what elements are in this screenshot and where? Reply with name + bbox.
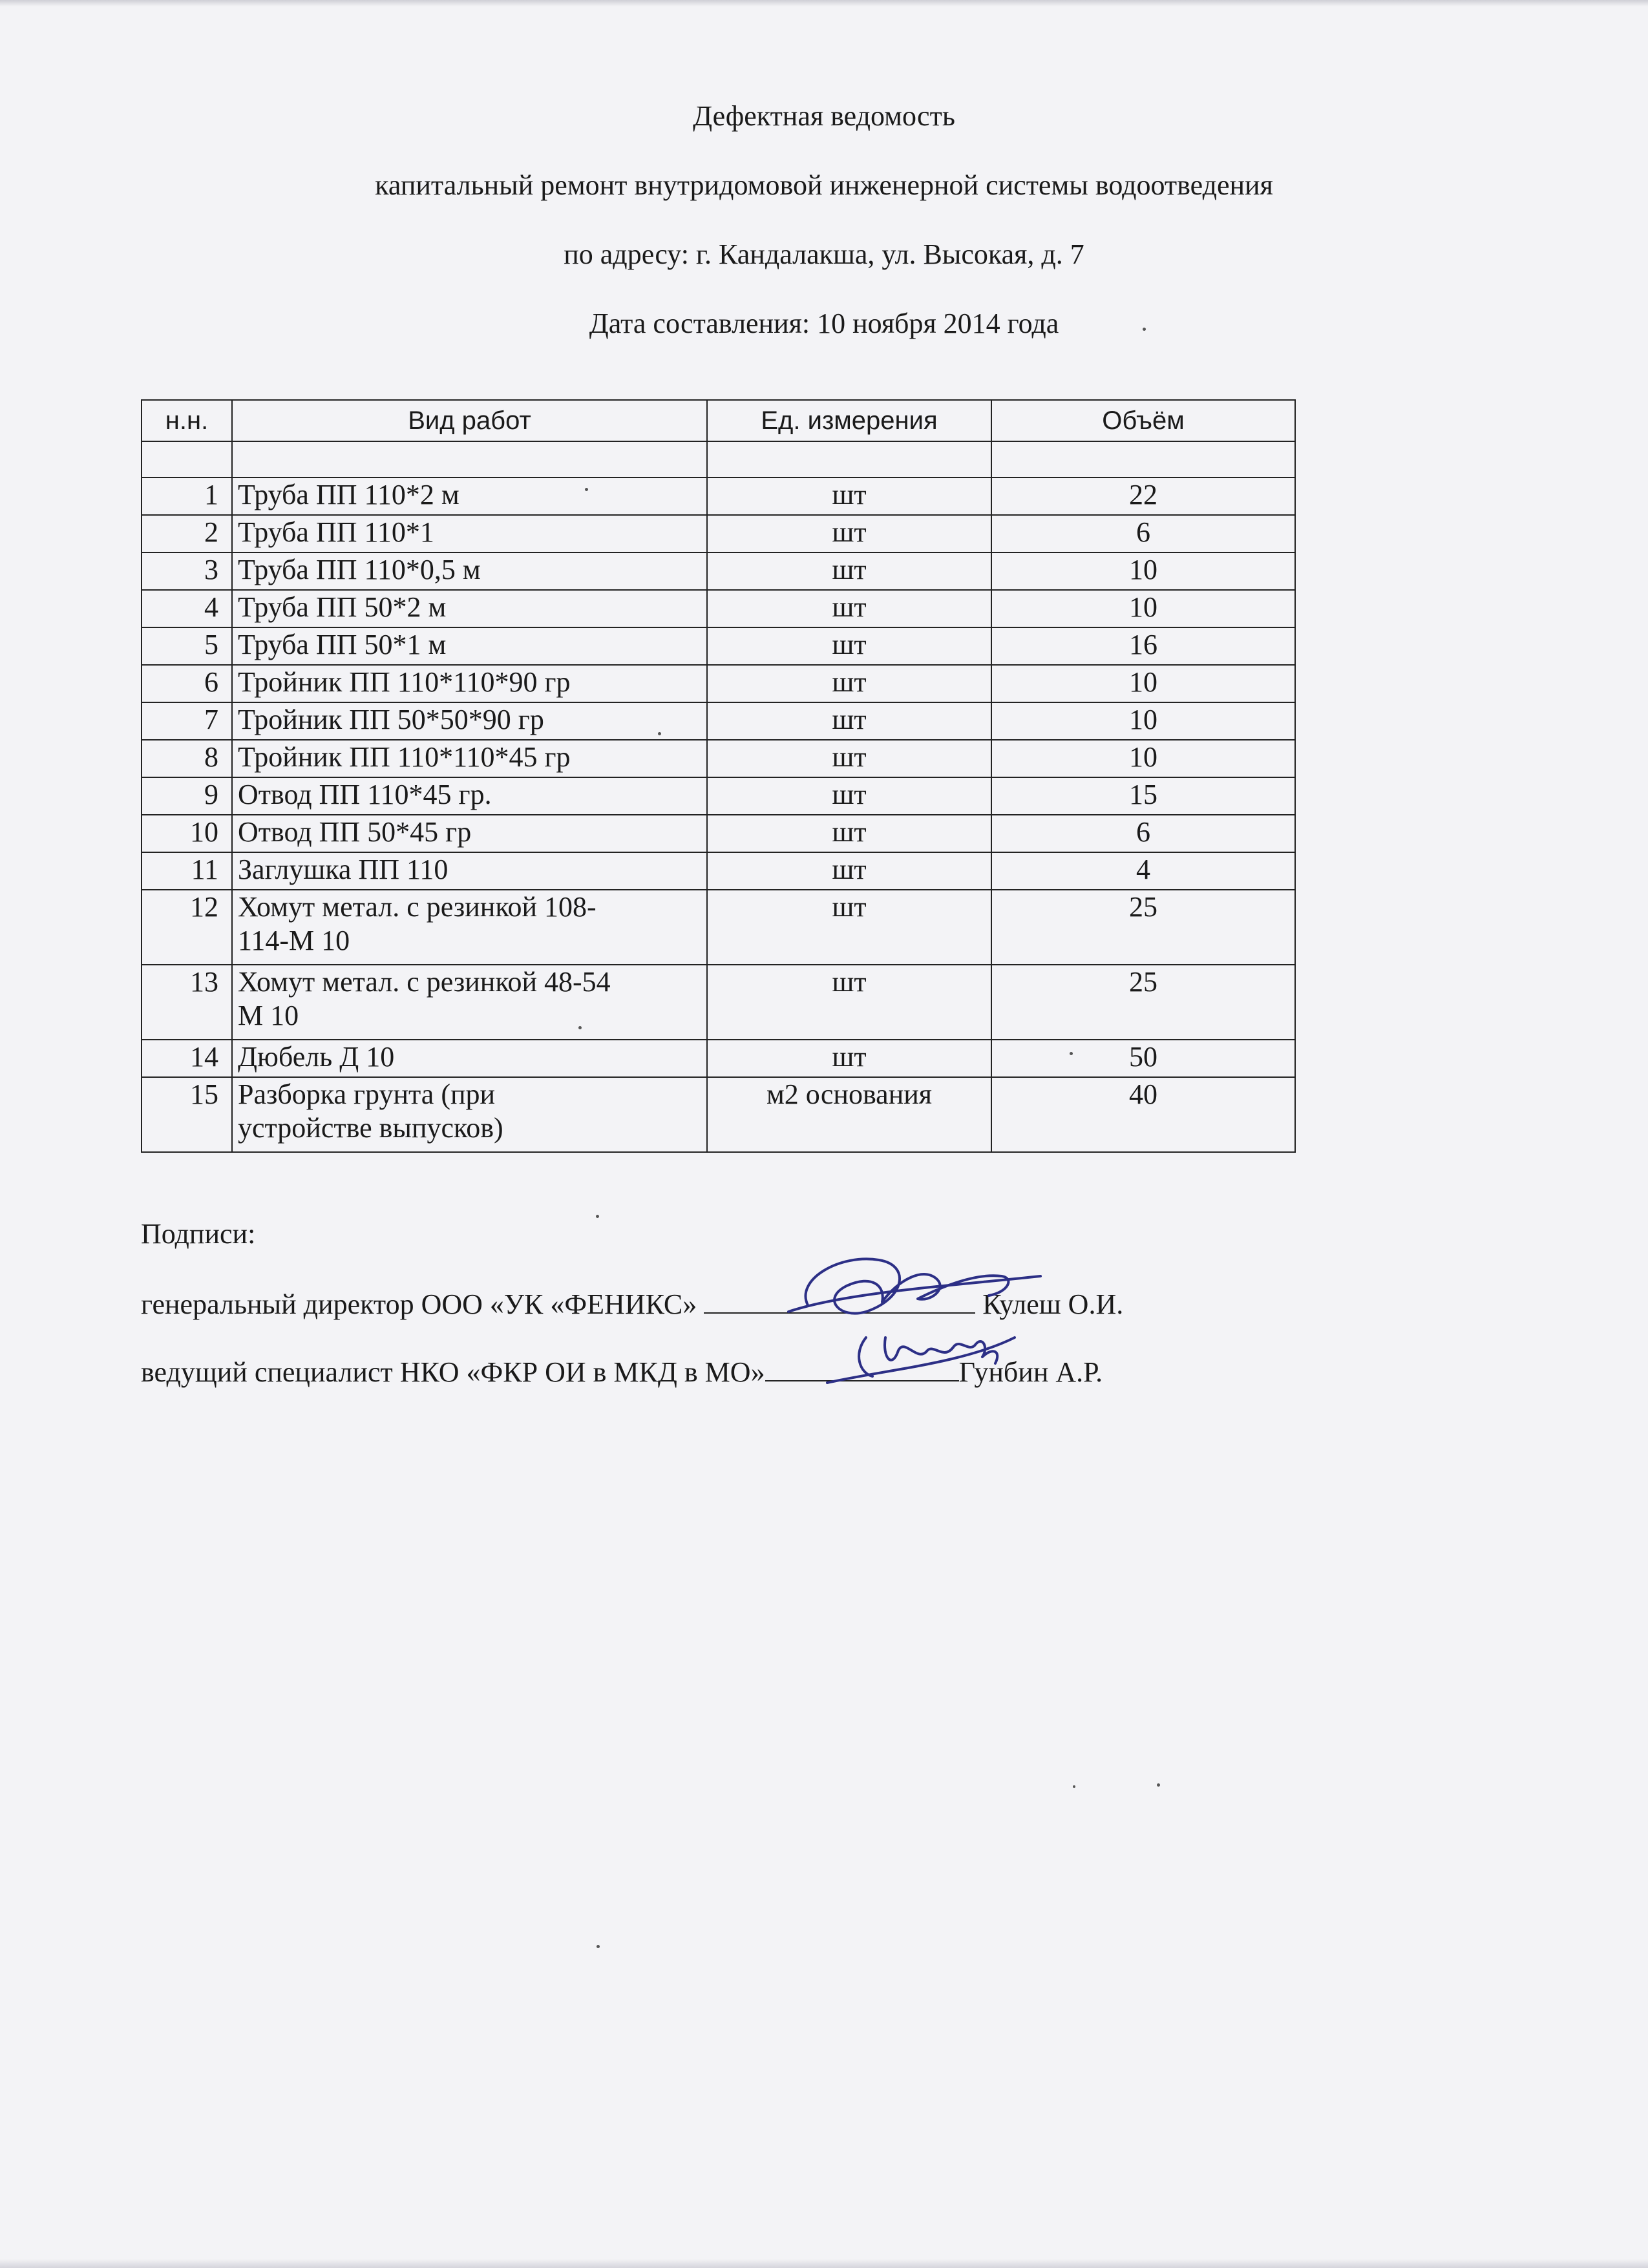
row-work-line: 114-М 10 xyxy=(238,925,350,956)
blank-cell xyxy=(142,441,232,478)
row-qty: 22 xyxy=(991,478,1295,515)
header-num: н.н. xyxy=(142,400,232,441)
row-num: 3 xyxy=(142,552,232,590)
row-work: Труба ПП 110*2 м xyxy=(232,478,707,515)
table-row xyxy=(142,552,1295,590)
table-row xyxy=(142,1040,1295,1077)
row-unit: шт xyxy=(707,590,991,627)
row-work: Отвод ПП 50*45 гр xyxy=(232,815,707,852)
row-work-line: Разборка грунта (при xyxy=(238,1078,496,1110)
row-num: 11 xyxy=(142,852,232,890)
row-unit: шт xyxy=(707,665,991,702)
scan-speck xyxy=(1143,328,1146,331)
row-qty: 10 xyxy=(991,740,1295,777)
row-num: 2 xyxy=(142,515,232,552)
row-num: 10 xyxy=(142,815,232,852)
scan-speck xyxy=(578,1026,582,1029)
signatures-heading: Подписи: xyxy=(141,1218,256,1250)
row-qty: 6 xyxy=(991,815,1295,852)
director-name: Кулеш О.И. xyxy=(982,1288,1124,1320)
table-row xyxy=(142,777,1295,815)
row-work: Заглушка ПП 110 xyxy=(232,852,707,890)
scan-speck xyxy=(658,732,661,735)
table-row xyxy=(142,740,1295,777)
director-signature-stroke xyxy=(806,1259,1009,1313)
scan-speck xyxy=(585,488,588,491)
row-work xyxy=(232,890,707,965)
row-unit: шт xyxy=(707,890,991,965)
director-role: генеральный директор ООО «УК «ФЕНИКС» xyxy=(141,1288,697,1320)
row-work: Тройник ПП 110*110*45 гр xyxy=(232,740,707,777)
row-qty: 50 xyxy=(991,1040,1295,1077)
row-unit: шт xyxy=(707,1040,991,1077)
row-num: 5 xyxy=(142,627,232,665)
header-work: Вид работ xyxy=(232,400,707,441)
header-qty: Объём xyxy=(991,400,1295,441)
table-blank-row xyxy=(142,441,1295,478)
row-work-line: Хомут метал. с резинкой 48-54 xyxy=(238,966,611,998)
document-header xyxy=(0,97,1648,373)
document-address: по адресу: г. Кандалакша, ул. Высокая, д. 7 xyxy=(564,238,1084,270)
table-row xyxy=(142,890,1295,965)
row-qty: 25 xyxy=(991,965,1295,1040)
document-date: Дата составления: 10 ноября 2014 года xyxy=(589,308,1059,339)
row-num: 9 xyxy=(142,777,232,815)
row-work: Отвод ПП 110*45 гр. xyxy=(232,777,707,815)
row-qty: 10 xyxy=(991,590,1295,627)
specialist-signature-flourish xyxy=(827,1338,1015,1383)
row-num: 4 xyxy=(142,590,232,627)
row-qty: 6 xyxy=(991,515,1295,552)
row-unit: шт xyxy=(707,777,991,815)
row-unit: шт xyxy=(707,515,991,552)
blank-cell xyxy=(707,441,991,478)
row-unit: шт xyxy=(707,852,991,890)
row-num: 14 xyxy=(142,1040,232,1077)
row-qty: 10 xyxy=(991,552,1295,590)
row-qty: 15 xyxy=(991,777,1295,815)
header-unit: Ед. измерения xyxy=(707,400,991,441)
table-row xyxy=(142,1077,1295,1152)
scan-speck xyxy=(1157,1783,1160,1787)
row-num: 1 xyxy=(142,478,232,515)
table-row xyxy=(142,590,1295,627)
specialist-signature-stroke xyxy=(859,1338,997,1376)
blank-cell xyxy=(232,441,707,478)
row-unit: шт xyxy=(707,702,991,740)
row-unit: шт xyxy=(707,478,991,515)
row-qty: 16 xyxy=(991,627,1295,665)
scan-speck xyxy=(1070,1052,1073,1055)
row-unit: м2 основания xyxy=(707,1077,991,1152)
document-subject: капитальный ремонт внутридомовой инженерной системы водоотведения xyxy=(375,169,1273,201)
row-qty: 40 xyxy=(991,1077,1295,1152)
row-work-line: М 10 xyxy=(238,1000,299,1031)
row-work-line: Хомут метал. с резинкой 108- xyxy=(238,891,597,923)
row-work: Труба ПП 50*1 м xyxy=(232,627,707,665)
row-work-line: устройстве выпусков) xyxy=(238,1112,503,1144)
defects-table xyxy=(141,399,1296,1153)
scan-edge-top xyxy=(0,0,1648,6)
row-work: Тройник ПП 50*50*90 гр xyxy=(232,702,707,740)
table-header-row xyxy=(142,400,1295,441)
row-num: 15 xyxy=(142,1077,232,1152)
table-row xyxy=(142,965,1295,1040)
table-row xyxy=(142,815,1295,852)
table-row xyxy=(142,515,1295,552)
specialist-name: Гунбин А.Р. xyxy=(958,1356,1103,1388)
director-signature-flourish xyxy=(788,1276,1041,1312)
scan-speck xyxy=(596,1215,599,1218)
row-unit: шт xyxy=(707,627,991,665)
table-row xyxy=(142,852,1295,890)
handwritten-signatures-image xyxy=(769,1241,1066,1409)
row-unit: шт xyxy=(707,965,991,1040)
row-num: 12 xyxy=(142,890,232,965)
blank-cell xyxy=(991,441,1295,478)
row-num: 13 xyxy=(142,965,232,1040)
specialist-role: ведущий специалист НКО «ФКР ОИ в МКД в МО» xyxy=(141,1356,765,1388)
row-work xyxy=(232,965,707,1040)
table-row xyxy=(142,478,1295,515)
scan-edge-bottom xyxy=(0,2259,1648,2268)
scan-speck xyxy=(597,1945,600,1948)
row-qty: 25 xyxy=(991,890,1295,965)
row-num: 8 xyxy=(142,740,232,777)
row-num: 6 xyxy=(142,665,232,702)
row-work: Труба ПП 50*2 м xyxy=(232,590,707,627)
row-unit: шт xyxy=(707,740,991,777)
row-work xyxy=(232,1077,707,1152)
document-title: Дефектная ведомость xyxy=(693,100,955,132)
row-work: Труба ПП 110*0,5 м xyxy=(232,552,707,590)
row-work: Тройник ПП 110*110*90 гр xyxy=(232,665,707,702)
row-num: 7 xyxy=(142,702,232,740)
scan-speck xyxy=(1073,1785,1075,1788)
table-row xyxy=(142,702,1295,740)
row-qty: 10 xyxy=(991,665,1295,702)
row-unit: шт xyxy=(707,815,991,852)
row-qty: 4 xyxy=(991,852,1295,890)
row-work: Дюбель Д 10 xyxy=(232,1040,707,1077)
row-qty: 10 xyxy=(991,702,1295,740)
row-unit: шт xyxy=(707,552,991,590)
table-row xyxy=(142,627,1295,665)
row-work: Труба ПП 110*1 xyxy=(232,515,707,552)
table-row xyxy=(142,665,1295,702)
